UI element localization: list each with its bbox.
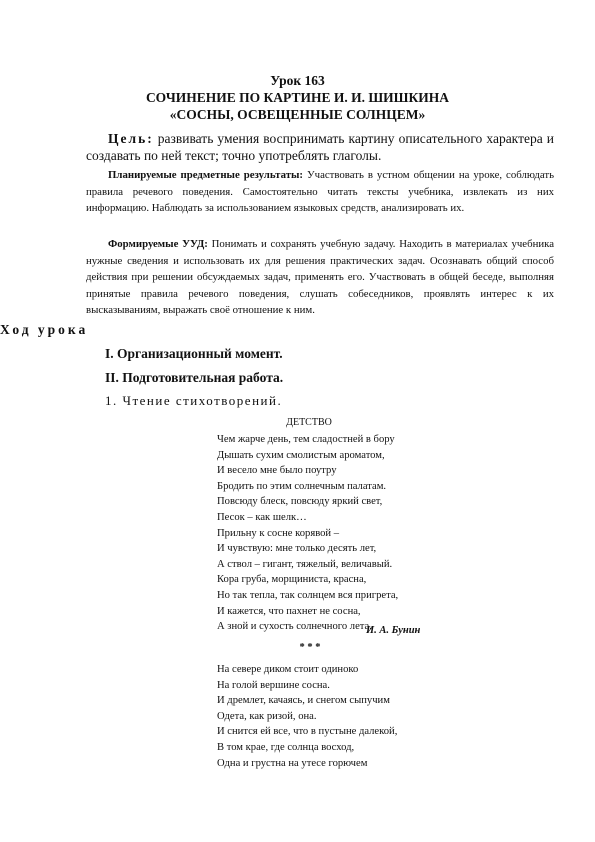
poem-line: Бродить по этим солнечным палатам. xyxy=(217,480,387,492)
lesson-number: Урок 163 xyxy=(270,73,325,88)
lesson-title: СОЧИНЕНИЕ ПО КАРТИНЕ И. И. ШИШКИНА xyxy=(145,90,450,105)
lesson-flow-heading: Ход урока xyxy=(0,322,89,337)
poem-line: В том крае, где солнца восход, xyxy=(217,741,355,753)
poem-line: А ствол – гигант, тяжелый, величавый. xyxy=(217,558,393,570)
goal-paragraph xyxy=(86,130,554,164)
goal-text: развивать умения воспринимать картину описательного характера и создавать по ней текст; точно употреблять глаголы. xyxy=(86,131,554,163)
poem-line: И весело мне было поутру xyxy=(217,465,337,477)
poem-line: Одна и грустна на утесе горючем xyxy=(217,757,368,769)
poem-line: Кора груба, морщиниста, красна, xyxy=(217,574,367,586)
poem-title: ДЕТСТВО xyxy=(286,417,332,428)
poem-line: А зной и сухость солнечного лета. xyxy=(217,621,372,633)
uud-paragraph xyxy=(86,236,554,319)
planned-results-text: Участвовать в устном общении на уроке, соблюдать правила речевого поведения. Самостоятельно читать тексты учебника, извлекать из них информацию. Наблюдать за использованием языковых средств, анализировать их. xyxy=(86,169,555,214)
section-separator: * * * xyxy=(299,642,321,653)
poem-pine xyxy=(217,662,397,771)
planned-results-paragraph xyxy=(86,167,554,217)
reading-poems-item: 1. Чтение стихотворений. xyxy=(105,393,283,408)
poem-line: Песок – как шелк… xyxy=(217,511,307,523)
painting-title: «СОСНЫ, ОСВЕЩЕННЫЕ СОЛНЦЕМ» xyxy=(169,107,426,122)
poem-line: Одета, как ризой, она. xyxy=(217,710,317,722)
goal-label: Цель: xyxy=(108,131,154,146)
poem-line: Прильну к сосне корявой – xyxy=(217,527,340,539)
planned-results-label: Планируемые предметные результаты: xyxy=(108,169,304,181)
section-organizational: I. Организационный момент. xyxy=(105,346,283,361)
uud-label: Формируемые УУД: xyxy=(108,238,208,250)
poem-line: И дремлет, качаясь, и снегом сыпучим xyxy=(217,695,390,707)
poem-line: И чувствую: мне только десять лет, xyxy=(217,543,377,555)
section-preparatory: II. Подготовительная работа. xyxy=(105,370,284,385)
poem-author: И. А. Бунин xyxy=(366,625,421,636)
poem-line: Чем жарче день, тем сладостней в бору xyxy=(217,434,395,445)
poem-line: И кажется, что пахнет не сосна, xyxy=(217,605,361,617)
poem-line: Повсюду блеск, повсюду яркий свет, xyxy=(217,496,383,508)
poem-line: На севере диком стоит одиноко xyxy=(217,664,359,675)
poem-line: Дышать сухим смолистым ароматом, xyxy=(217,449,385,461)
poem-line: На голой вершине сосна. xyxy=(217,679,330,691)
poem-line: Но так тепла, так солнцем вся пригрета, xyxy=(217,589,399,601)
poem-childhood xyxy=(217,432,398,635)
uud-text: Понимать и сохранять учебную задачу. Находить в материалах учебника нужные сведения и использовать их для решения практических задач. Осознавать общий способ действия при решении обсуждаемых задач, применять его. Участвовать в общей беседе, выполняя принятые правила речевого поведения, слушать собеседников, проявлять интерес к их высказываниям, выражать своё отношение к ним. xyxy=(86,238,554,316)
poem-line: И снится ей все, что в пустыне далекой, xyxy=(217,726,398,738)
